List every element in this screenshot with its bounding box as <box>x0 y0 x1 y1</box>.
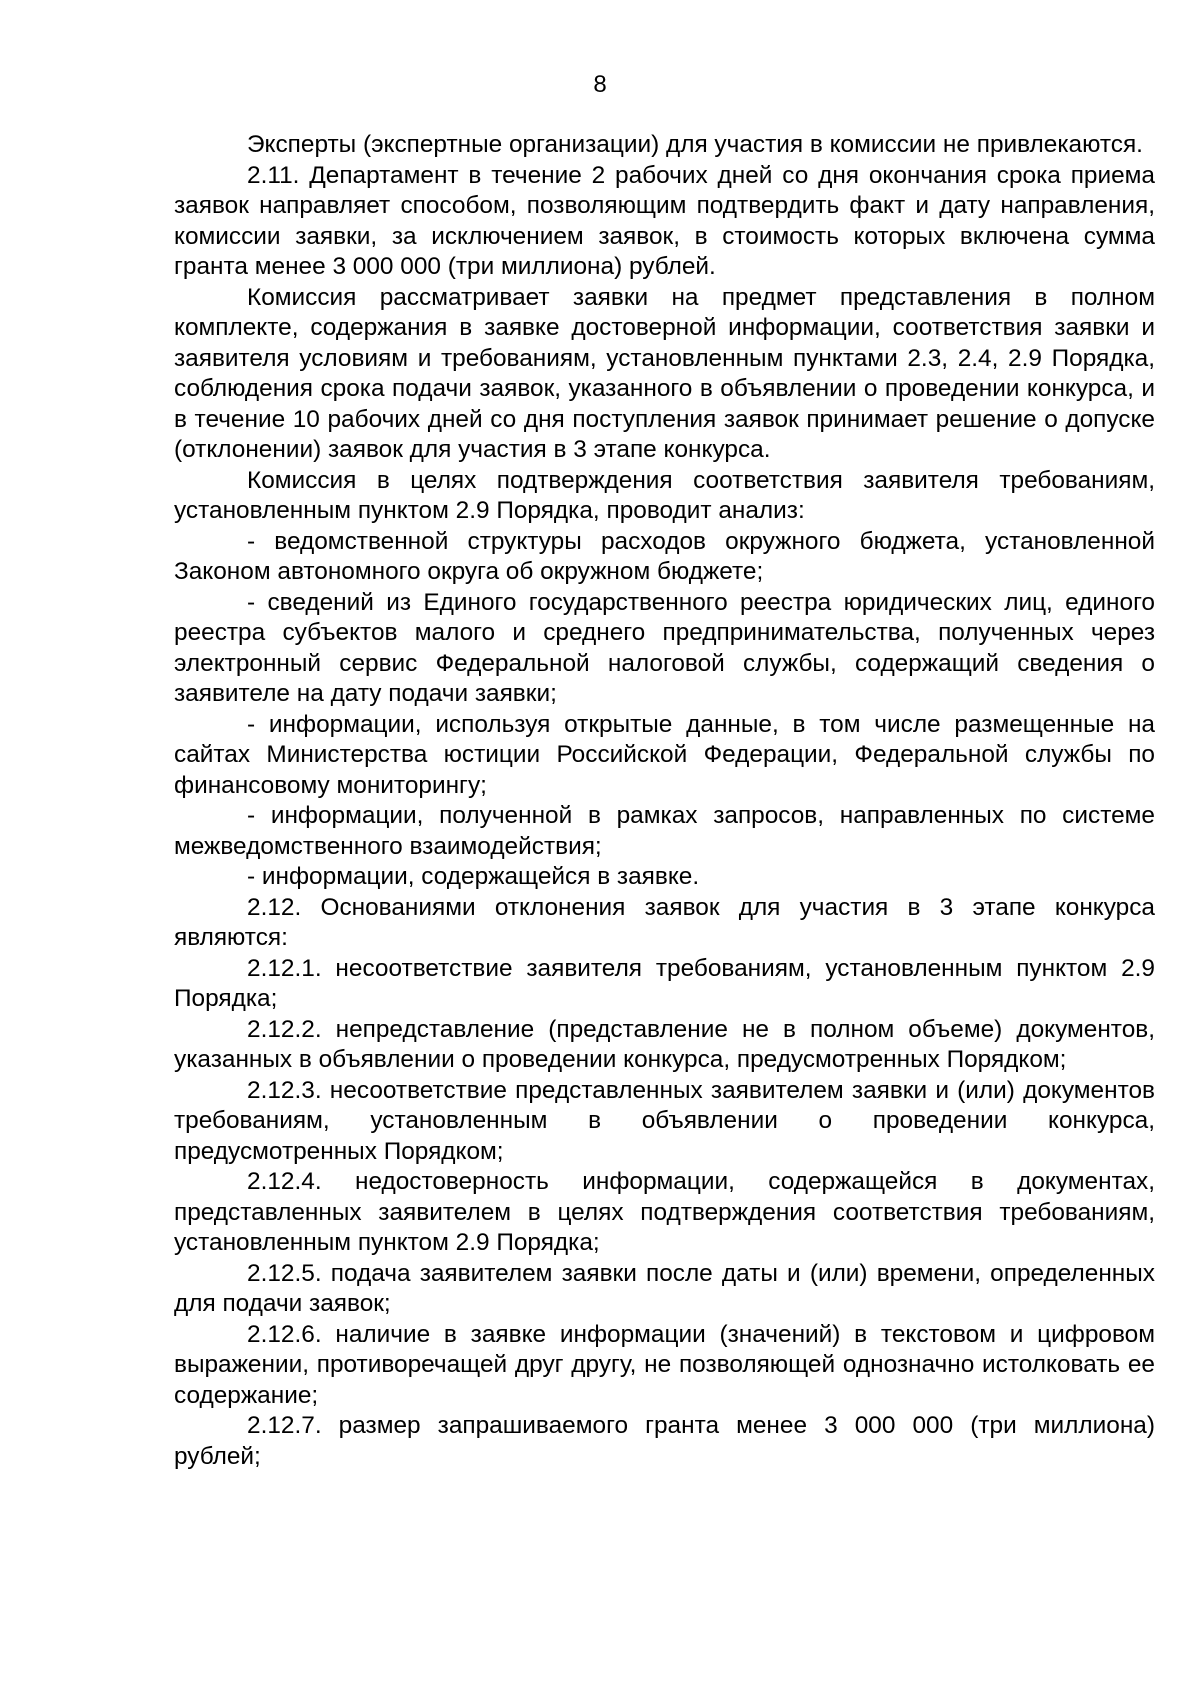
list-item-interagency-requests: - информации, полученной в рамках запросов, направленных по системе межведомственного взаимодействия; <box>174 802 1155 860</box>
paragraph-2-12-1: 2.12.1. несоответствие заявителя требованиям, установленным пунктом 2.9 Порядка; <box>174 954 1155 1012</box>
paragraph-2-12-4: 2.12.4. недостоверность информации, содержащейся в документах, представленных заявителем в целях подтверждения соответствия требованиям, установленным пунктом 2.9 Порядка; <box>174 1168 1155 1256</box>
document-body <box>174 130 1155 1472</box>
list-item-application-info: - информации, содержащейся в заявке. <box>247 863 700 890</box>
paragraph-2-12-2: 2.12.2. непредставление (представление не в полном объеме) документов, указанных в объявлении о проведении конкурса, предусмотренных Порядком; <box>174 1015 1155 1073</box>
page-number: 8 <box>593 71 607 98</box>
list-item-open-data: - информации, используя открытые данные, в том числе размещенные на сайтах Министерства юстиции Российской Федерации, Федеральной службы по финансовому мониторингу; <box>174 710 1155 799</box>
paragraph-2-12-7: 2.12.7. размер запрашиваемого гранта менее 3 000 000 (три миллиона) рублей; <box>174 1412 1155 1470</box>
list-item-budget-structure: - ведомственной структуры расходов окружного бюджета, установленной Законом автономного округа об окружном бюджете; <box>174 527 1155 585</box>
paragraph-2-12-3: 2.12.3. несоответствие представленных заявителем заявки и (или) документов требованиям, установленным в объявлении о проведении конкурса, предусмотренных Порядком; <box>174 1076 1155 1165</box>
paragraph-2-12-6: 2.12.6. наличие в заявке информации (значений) в текстовом и цифровом выражении, противоречащей друг другу, не позволяющей однозначно истолковать ее содержание; <box>174 1320 1155 1409</box>
paragraph-2-12: 2.12. Основаниями отклонения заявок для участия в 3 этапе конкурса являются: <box>174 893 1155 951</box>
list-item-registry-data: - сведений из Единого государственного реестра юридических лиц, единого реестра субъектов малого и среднего предпринимательства, полученных через электронный сервис Федеральной налоговой службы, содержащий сведения о заявителе на дату подачи заявки; <box>174 588 1155 707</box>
paragraph-2-11: 2.11. Департамент в течение 2 рабочих дней со дня окончания срока приема заявок направляет способом, позволяющим подтвердить факт и дату направления, комиссии заявки, за исключением заявок, в стоимость которых включена сумма гранта менее 3 000 000 (три миллиона) рублей. <box>174 161 1155 280</box>
paragraph-2-12-5: 2.12.5. подача заявителем заявки после даты и (или) времени, определенных для подачи заявок; <box>174 1259 1155 1317</box>
paragraph-experts: Эксперты (экспертные организации) для участия в комиссии не привлекаются. <box>247 131 1143 158</box>
paragraph-commission-review: Комиссия рассматривает заявки на предмет представления в полном комплекте, содержания в заявке достоверной информации, соответствия заявки и заявителя условиям и требованиям, установленным пунктами 2.3, 2.4, 2.9 Порядка, соблюдения срока подачи заявок, указанного в объявлении о проведении конкурса, и в течение 10 рабочих дней со дня поступления заявок принимает решение о допуске (отклонении) заявок для участия в 3 этапе конкурса. <box>174 283 1155 463</box>
paragraph-commission-analysis: Комиссия в целях подтверждения соответствия заявителя требованиям, установленным пунктом 2.9 Порядка, проводит анализ: <box>174 466 1155 524</box>
